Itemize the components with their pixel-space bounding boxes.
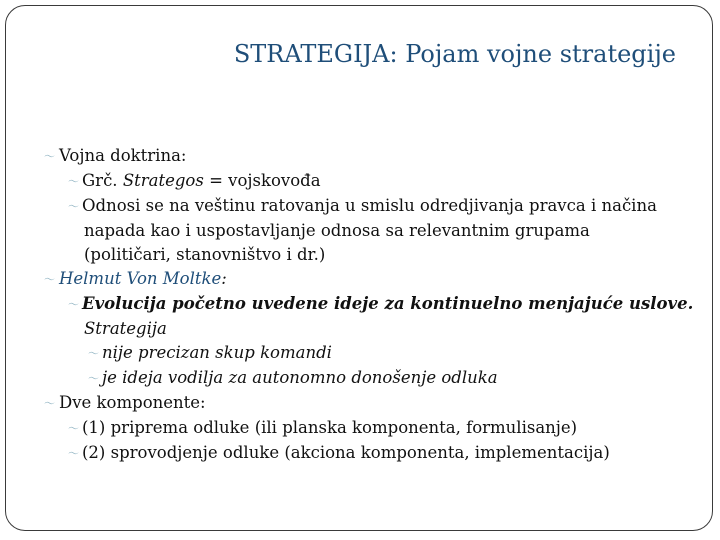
wave-bullet-icon: 〜 — [68, 298, 79, 311]
wave-bullet-icon: 〜 — [68, 422, 79, 435]
wave-bullet-icon: 〜 — [68, 175, 79, 188]
bullet-ideja: 〜 je ideja vodilja za autonomno donošenje odluka — [44, 366, 694, 391]
bullet-komponenta-2: 〜 (2) sprovodjenje odluke (akciona komponenta, implementacija) — [44, 441, 694, 466]
bullet-evolucija: 〜 Evolucija početno uvedene ideje za kontinuelno menjajuće uslove. Strategija — [68, 294, 694, 338]
bullet-moltke: 〜 Helmut Von Moltke: — [44, 267, 694, 292]
wave-bullet-icon: 〜 — [68, 200, 79, 213]
slide-title: STRATEGIJA: Pojam vojne strategije — [233, 40, 676, 68]
wave-bullet-icon: 〜 — [88, 372, 99, 385]
bullet-odnosi: 〜 Odnosi se na veštinu ratovanja u smislu odredjivanja pravca i načina napada kao i uspostavljanje odnosa sa relevantnim grupama (političari, stanovništvo i dr.) — [68, 196, 657, 264]
wave-bullet-icon: 〜 — [44, 397, 55, 410]
bullet-komponenta-1: 〜 (1) priprema odluke (ili planska komponenta, formulisanje) — [44, 416, 694, 441]
wave-bullet-icon: 〜 — [68, 447, 79, 460]
bullet-vojna-doktrina: 〜 Vojna doktrina: — [44, 144, 694, 169]
wave-bullet-icon: 〜 — [44, 273, 55, 286]
wave-bullet-icon: 〜 — [88, 347, 99, 360]
bullet-komponente: 〜 Dve komponente: — [44, 391, 694, 416]
bullet-nije: 〜 nije precizan skup komandi — [44, 341, 694, 366]
wave-bullet-icon: 〜 — [44, 150, 55, 163]
slide-content — [44, 144, 694, 466]
bullet-grc-strategos: 〜 Grč. Strategos = vojskovođa — [44, 169, 694, 194]
